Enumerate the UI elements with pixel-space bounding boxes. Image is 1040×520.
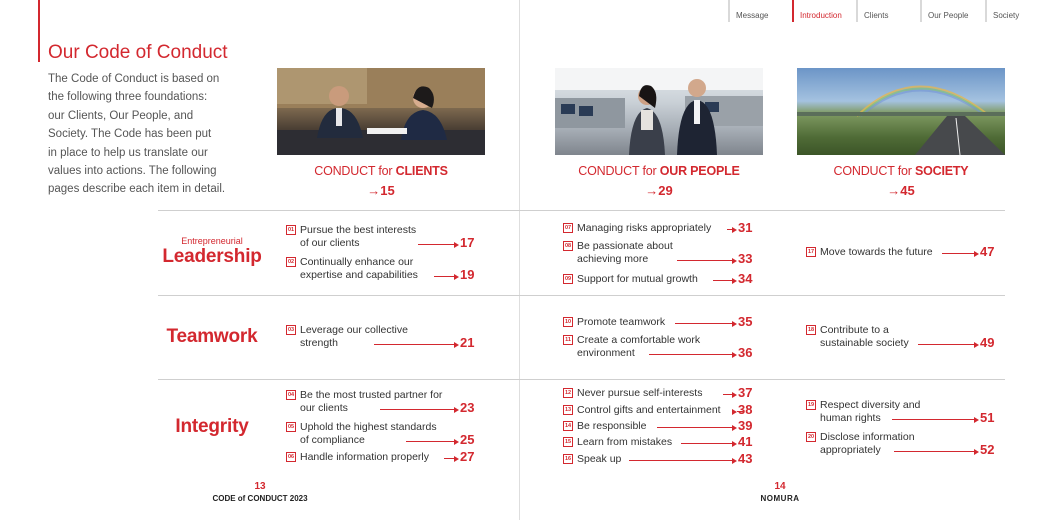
item-number-badge: 10 xyxy=(564,319,572,325)
item-text-line: Continually enhance our xyxy=(300,256,414,268)
clients-meeting-photo xyxy=(277,68,485,155)
conduct-item-09[interactable] xyxy=(563,273,756,286)
leader-line xyxy=(892,419,974,420)
item-text-line: achieving more xyxy=(577,253,649,265)
arrow-icon xyxy=(454,456,459,462)
row-divider xyxy=(158,379,1005,380)
item-page-number[interactable]: 49 xyxy=(980,335,995,350)
arrow-icon xyxy=(974,449,979,455)
item-text xyxy=(577,273,698,286)
arrow-icon xyxy=(732,409,737,415)
nav-item-our-people[interactable] xyxy=(920,0,982,22)
leader-line xyxy=(918,344,974,345)
item-page-number[interactable]: 21 xyxy=(460,335,475,350)
item-page-number[interactable]: 25 xyxy=(460,432,475,447)
arrow-icon xyxy=(974,417,979,423)
arrow-icon xyxy=(974,251,979,257)
left-footer-title: CODE of CONDUCT 2023 xyxy=(212,494,308,503)
our-people-office-photo xyxy=(555,68,763,155)
item-text xyxy=(820,246,933,259)
item-page-number[interactable]: 17 xyxy=(460,235,475,250)
arrow-icon xyxy=(732,227,737,233)
conduct-item-11[interactable] xyxy=(563,334,756,360)
item-number-badge: 13 xyxy=(564,407,572,413)
item-page-number[interactable]: 23 xyxy=(460,400,475,415)
intro-line: in place to help us translate our xyxy=(48,146,208,159)
item-page-number[interactable]: 34 xyxy=(738,271,753,286)
leader-line xyxy=(675,323,732,324)
column-header-clients xyxy=(277,164,485,198)
item-number-badge: 15 xyxy=(564,439,572,445)
leader-line xyxy=(942,253,974,254)
item-number-badge: 19 xyxy=(807,402,815,408)
item-text-line: Support for mutual growth xyxy=(577,273,698,285)
item-text-line: Handle information properly xyxy=(300,451,429,463)
arrow-icon xyxy=(732,352,737,358)
item-number-badge: 20 xyxy=(807,434,815,440)
conduct-item-10[interactable] xyxy=(563,316,756,329)
right-page-number: 14 xyxy=(774,481,786,492)
conduct-item-19[interactable] xyxy=(806,399,998,425)
column-name: CLIENTS xyxy=(395,164,448,178)
arrow-icon xyxy=(732,278,737,284)
item-text-line: Never pursue self-interests xyxy=(577,387,703,399)
item-text xyxy=(577,222,711,235)
intro-line: the following three foundations: xyxy=(48,91,208,104)
nav-item-society[interactable] xyxy=(985,0,1033,22)
conduct-item-16[interactable] xyxy=(563,453,756,466)
column-header-society xyxy=(797,164,1005,198)
item-text xyxy=(577,436,672,449)
item-number-badge: 16 xyxy=(564,456,572,462)
item-text-line: Contribute to a xyxy=(820,324,889,336)
item-text-line: Move towards the future xyxy=(820,246,933,258)
row-label-teamwork xyxy=(160,326,264,348)
column-header-our-people xyxy=(555,164,763,198)
item-text-line: Leverage our collective xyxy=(300,324,408,336)
leader-line xyxy=(723,394,732,395)
item-page-number[interactable]: 35 xyxy=(738,314,753,329)
nav-label: Introduction xyxy=(800,11,842,20)
column-title xyxy=(555,164,763,178)
nav-item-clients[interactable] xyxy=(856,0,916,22)
leader-line xyxy=(374,344,454,345)
item-text-line: Uphold the highest standards xyxy=(300,421,437,433)
item-number-badge: 08 xyxy=(564,243,572,249)
nav-label: Our People xyxy=(928,11,969,20)
item-number-badge: 02 xyxy=(287,259,295,265)
item-page-number[interactable]: 19 xyxy=(460,267,475,282)
conduct-item-03[interactable] xyxy=(286,324,478,350)
item-page-number[interactable]: 33 xyxy=(738,251,753,266)
conduct-item-08[interactable] xyxy=(563,240,756,266)
row-label-big: Leadership xyxy=(162,246,262,267)
row-divider xyxy=(158,210,1005,211)
item-text-line: our clients xyxy=(300,402,348,414)
item-text xyxy=(577,453,621,466)
intro-paragraph xyxy=(48,70,233,199)
item-page-number[interactable]: 27 xyxy=(460,449,475,464)
intro-line: Society. The Code has been put xyxy=(48,128,212,141)
intro-line: pages describe each item in detail. xyxy=(48,183,226,196)
arrow-icon xyxy=(732,392,737,398)
leader-line xyxy=(406,441,454,442)
column-page-link[interactable]: →45 xyxy=(887,183,915,198)
row-divider xyxy=(158,295,1005,296)
arrow-icon xyxy=(454,274,459,280)
leader-line xyxy=(418,244,454,245)
arrow-icon xyxy=(454,342,459,348)
arrow-icon xyxy=(732,425,737,431)
conduct-item-12[interactable] xyxy=(563,387,756,400)
leader-line xyxy=(681,443,732,444)
item-number-badge: 05 xyxy=(287,424,295,430)
intro-line: values into actions. The following xyxy=(48,165,217,178)
column-title xyxy=(797,164,1005,178)
leader-line xyxy=(629,460,732,461)
item-page-number[interactable]: 43 xyxy=(738,451,753,466)
item-page-number[interactable]: 47 xyxy=(980,244,995,259)
society-road-rainbow-photo xyxy=(797,68,1005,155)
conduct-item-04[interactable] xyxy=(286,389,478,415)
row-label-big: Teamwork xyxy=(166,326,258,347)
item-number-badge: 07 xyxy=(564,225,572,231)
column-prefix: CONDUCT for xyxy=(833,164,912,178)
leader-line xyxy=(894,451,974,452)
item-text-line: of our clients xyxy=(300,237,360,249)
item-text-line: Be responsible xyxy=(577,420,647,432)
item-text xyxy=(820,324,909,350)
item-number-badge: 01 xyxy=(287,227,295,233)
item-text-line: Create a comfortable work xyxy=(577,334,701,346)
column-page-link[interactable]: →29 xyxy=(645,183,673,198)
item-text-line: Learn from mistakes xyxy=(577,436,673,448)
arrow-icon xyxy=(454,407,459,413)
conduct-item-06[interactable] xyxy=(286,451,478,464)
arrow-icon xyxy=(732,458,737,464)
item-text-line: Respect diversity and xyxy=(820,399,921,411)
item-page-number[interactable]: 51 xyxy=(980,410,995,425)
item-text-line: expertise and capabilities xyxy=(300,269,418,281)
item-number-badge: 17 xyxy=(807,249,815,255)
nomura-logo: NOMURA xyxy=(760,494,800,503)
item-number-badge: 14 xyxy=(564,423,572,429)
row-label-integrity xyxy=(160,416,264,438)
item-text xyxy=(300,324,408,350)
item-text xyxy=(577,404,721,417)
page-title: Our Code of Conduct xyxy=(48,42,228,63)
column-name: OUR PEOPLE xyxy=(659,164,740,178)
item-text-line: Speak up xyxy=(577,453,622,465)
item-text-line: Pursue the best interests xyxy=(300,224,417,236)
conduct-item-07[interactable] xyxy=(563,222,756,235)
item-page-number[interactable]: 38 xyxy=(738,402,753,417)
leader-line xyxy=(649,354,732,355)
leader-line xyxy=(713,280,732,281)
intro-line: our Clients, Our People, and xyxy=(48,109,194,122)
item-text-line: Promote teamwork xyxy=(577,316,666,328)
conduct-item-15[interactable] xyxy=(563,436,756,449)
item-text xyxy=(820,431,915,457)
arrow-icon xyxy=(732,258,737,264)
item-text xyxy=(577,240,673,266)
item-text-line: environment xyxy=(577,347,635,359)
item-page-number[interactable]: 41 xyxy=(738,434,753,449)
column-prefix: CONDUCT for xyxy=(314,164,393,178)
nav-item-introduction[interactable] xyxy=(792,0,852,22)
item-text-line: human rights xyxy=(820,412,881,424)
item-text-line: strength xyxy=(300,337,338,349)
item-text xyxy=(300,256,418,282)
item-text-line: appropriately xyxy=(820,444,881,456)
item-page-number[interactable]: 39 xyxy=(738,418,753,433)
arrow-icon xyxy=(454,242,459,248)
item-text xyxy=(820,399,920,425)
conduct-item-05[interactable] xyxy=(286,421,478,447)
item-page-number[interactable]: 31 xyxy=(738,220,753,235)
page-spine-divider xyxy=(519,0,520,520)
item-page-number[interactable]: 52 xyxy=(980,442,995,457)
conduct-item-01[interactable] xyxy=(286,224,478,250)
leader-line xyxy=(444,458,454,459)
column-page-link[interactable]: →15 xyxy=(367,183,395,198)
row-label-leadership xyxy=(160,236,264,268)
nav-label: Message xyxy=(736,11,769,20)
item-text-line: Managing risks appropriately xyxy=(577,222,712,234)
item-text xyxy=(300,389,442,415)
row-label-big: Integrity xyxy=(175,416,249,437)
arrow-icon xyxy=(732,441,737,447)
row-label-small: Entrepreneurial xyxy=(181,236,243,246)
item-text-line: Control gifts and entertainment xyxy=(577,404,721,416)
column-title xyxy=(277,164,485,178)
item-page-number[interactable]: 37 xyxy=(738,385,753,400)
item-text-line: Disclose information xyxy=(820,431,915,443)
item-text xyxy=(577,334,700,360)
item-number-badge: 04 xyxy=(287,392,295,398)
item-text-line: of compliance xyxy=(300,434,365,446)
conduct-item-02[interactable] xyxy=(286,256,478,282)
intro-line: The Code of Conduct is based on xyxy=(48,73,220,85)
item-text xyxy=(577,316,665,329)
conduct-item-14[interactable] xyxy=(563,420,756,433)
arrow-icon xyxy=(732,321,737,327)
nav-item-message[interactable] xyxy=(728,0,788,22)
conduct-item-17[interactable] xyxy=(806,246,998,259)
left-page-number: 13 xyxy=(254,481,266,492)
conduct-item-18[interactable] xyxy=(806,324,998,350)
column-prefix: CONDUCT for xyxy=(578,164,657,178)
nav-label: Society xyxy=(993,11,1020,20)
nav-label: Clients xyxy=(864,11,889,20)
leader-line xyxy=(657,427,732,428)
conduct-item-13[interactable] xyxy=(563,404,756,417)
arrow-icon xyxy=(454,439,459,445)
item-text-line: Be the most trusted partner for xyxy=(300,389,443,401)
item-number-badge: 03 xyxy=(287,327,295,333)
item-text-line: Be passionate about xyxy=(577,240,673,252)
item-text xyxy=(300,224,416,250)
item-number-badge: 06 xyxy=(287,454,295,460)
item-number-badge: 18 xyxy=(807,327,815,333)
item-text-line: sustainable society xyxy=(820,337,909,349)
arrow-icon xyxy=(974,342,979,348)
item-number-badge: 11 xyxy=(563,335,573,345)
item-text xyxy=(300,421,437,447)
leader-line xyxy=(434,276,454,277)
leader-line xyxy=(677,260,732,261)
item-text xyxy=(577,387,702,400)
item-number-badge: 12 xyxy=(564,390,572,396)
item-page-number[interactable]: 36 xyxy=(738,345,753,360)
leader-line xyxy=(380,409,454,410)
item-number-badge: 09 xyxy=(564,276,572,282)
item-text xyxy=(300,451,429,464)
title-accent-rule xyxy=(38,0,40,62)
column-name: SOCIETY xyxy=(914,164,969,178)
item-text xyxy=(577,420,646,433)
conduct-item-20[interactable] xyxy=(806,431,998,457)
